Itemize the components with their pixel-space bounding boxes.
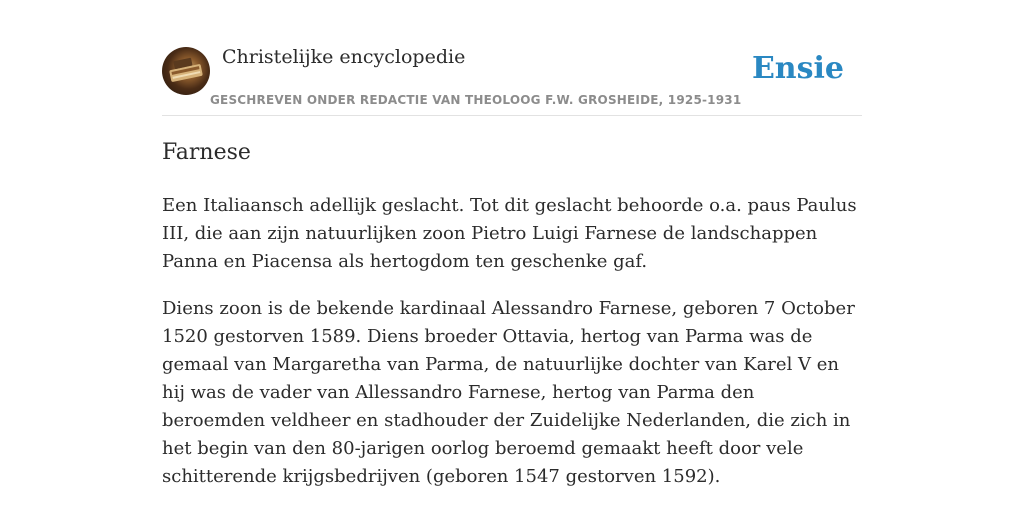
site-subtitle: GESCHREVEN ONDER REDACTIE VAN THEOLOOG F.W. GROSHEIDE, 1925-1931 xyxy=(210,93,742,107)
brand-logo-link[interactable]: Ensie xyxy=(751,51,844,86)
article-paragraph: Diens zoon is de bekende kardinaal Alessandro Farnese, geboren 7 October 1520 gestorven 1589. Diens broeder Ottavia, hertog van Parma was de gemaal van Margaretha van Parma, de natuurlijke dochter van Karel V en hij was de vader van Allessandro Farnese, hertog van Parma den beroemden veldheer en stadhouder der Zuidelijke Nederlanden, die zich in het begin van den 80-jarigen oorlog beroemd gemaakt heeft door vele schitterende krijgsbedrijven (geboren 1547 gestorven 1592). xyxy=(162,298,855,487)
book-photo-icon[interactable] xyxy=(162,47,210,95)
article-paragraph: Een Italiaansch adellijk geslacht. Tot dit geslacht behoorde o.a. paus Paulus III, die aan zijn natuurlijken zoon Pietro Luigi Farnese de landschappen Panna en Piacensa als hertogdom ten geschenke gaf. xyxy=(162,195,857,272)
article-title: Farnese xyxy=(162,140,251,165)
site-header xyxy=(162,45,862,116)
site-title[interactable]: Christelijke encyclopedie xyxy=(222,46,466,68)
